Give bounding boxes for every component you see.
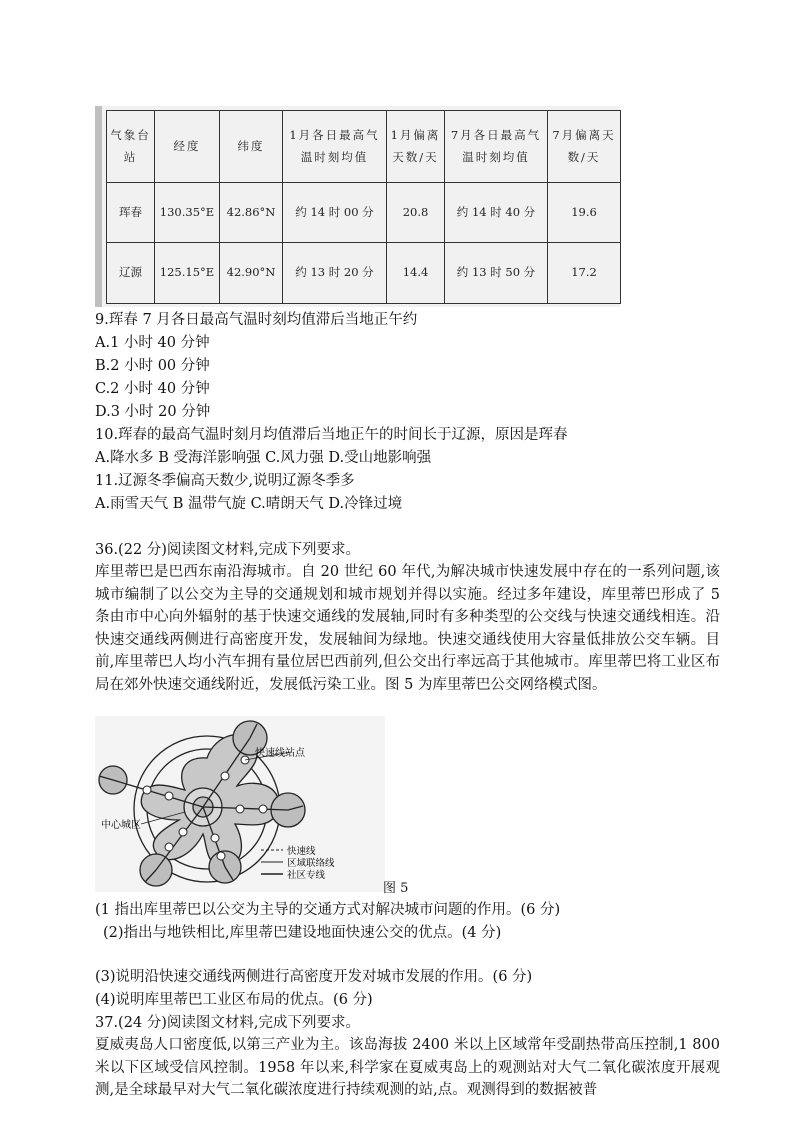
- table-cell: 42.90°N: [220, 243, 283, 304]
- question-36-1: (1 指出库里蒂巴以公交为主导的交通方式对解决城市问题的作用。(6 分): [95, 902, 561, 918]
- table-cell: 130.35°E: [155, 183, 220, 243]
- table-header: 气象台站: [107, 111, 155, 183]
- table-cell: 17.2: [548, 243, 621, 304]
- table-header: 1月偏离天数/天: [387, 111, 445, 183]
- table-cell: 42.86°N: [220, 183, 283, 243]
- table-header: 经度: [155, 111, 220, 183]
- table-cell: 约 14 时 00 分: [283, 183, 387, 243]
- table-cell: 辽源: [107, 243, 155, 304]
- table-header-row: [107, 111, 621, 183]
- table-row: [107, 183, 621, 243]
- question-36-2: (2)指出与地铁相比,库里蒂巴建设地面快速公交的优点。(4 分): [103, 925, 502, 941]
- table-cell: 约 13 时 50 分: [445, 243, 548, 304]
- legend-item: 快速线: [287, 846, 316, 857]
- option-line: A.雨雪天气 B 温带气旋 C.晴朗天气 D.冷锋过境: [95, 496, 403, 512]
- question-36-4: (4)说明库里蒂巴工业区布局的优点。(6 分): [95, 992, 373, 1008]
- legend-item: 区域联络线: [287, 858, 335, 869]
- label-center: 中心城区: [101, 820, 141, 831]
- table-header: 7月各日最高气温时刻均值: [445, 111, 548, 183]
- weather-station-table-image: [95, 106, 620, 307]
- question-37-heading: 37.(24 分)阅读图文材料,完成下列要求。: [95, 1015, 361, 1031]
- question-37-material: 夏威夷岛人口密度低,以第三产业为主。该岛海拔 2400 米以上区域常年受副热带高压控制,1 800 米以下区域受信风控制。1958 年以来,科学家在夏威夷岛上的观测站对大气二氧化碳浓度开展观测,是全球最早对大气二氧化碳浓度进行持续观测的站,点。观测得到的数据被普: [95, 1037, 720, 1098]
- question-36-3: (3)说明沿快速交通线两侧进行高密度开发对城市发展的作用。(6 分): [95, 969, 533, 985]
- bus-network-figure: [95, 716, 385, 892]
- question-36-heading: 36.(22 分)阅读图文材料,完成下列要求。: [95, 542, 361, 558]
- question-11: 11.辽源冬季偏高天数少,说明辽源冬季多: [95, 473, 355, 489]
- table-cell: 125.15°E: [155, 243, 220, 304]
- question-9: 9.珲春 7 月各日最高气温时刻均值滞后当地正午约: [95, 312, 418, 328]
- table-cell: 20.8: [387, 183, 445, 243]
- table-cell: 约 13 时 20 分: [283, 243, 387, 304]
- label-station: 快速线站点: [255, 748, 305, 759]
- table-cell: 约 14 时 40 分: [445, 183, 548, 243]
- option-line: A.1 小时 40 分钟: [95, 335, 210, 351]
- table-header: 7月偏离天数/天: [548, 111, 621, 183]
- table-row: [107, 243, 621, 304]
- bus-network-diagram: [95, 716, 385, 892]
- figure-caption: 图 5: [383, 881, 409, 896]
- weather-station-table: [106, 110, 621, 304]
- legend-item: 社区专线: [287, 870, 326, 881]
- question-36-material: 库里蒂巴是巴西东南沿海城市。自 20 世纪 60 年代,为解决城市快速发展中存在的一系列问题,该城市编制了以公交为主导的交通规划和城市规划并得以实施。经过多年建设，库里蒂巴形成了 5 条由市中心向外辐射的基于快速交通线的发展轴,同时有多种类型的公交线与快速交通线相连。沿快速交通线两侧进行高密度开发，发展轴间为绿地。快速交通线使用大容量低排放公交车辆。目前,库里蒂巴人均小汽车拥有量位居巴西前列,但公交出行率远高于其他城市。库里蒂巴将工业区布局在郊外快速交通线附近，发展低污染工业。图 5 为库里蒂巴公交网络模式图。: [95, 564, 720, 693]
- table-header: 纬度: [220, 111, 283, 183]
- table-cell: 14.4: [387, 243, 445, 304]
- option-line: B.2 小时 00 分钟: [95, 358, 210, 374]
- table-header: 1月各日最高气温时刻均值: [283, 111, 387, 183]
- option-line: D.3 小时 20 分钟: [95, 404, 211, 420]
- question-10: 10.珲春的最高气温时刻月均值滞后当地正午的时间长于辽源，原因是珲春: [95, 427, 568, 443]
- option-line: C.2 小时 40 分钟: [95, 381, 210, 397]
- table-cell: 19.6: [548, 183, 621, 243]
- table-cell: 珲春: [107, 183, 155, 243]
- option-line: A.降水多 B 受海洋影响强 C.风力强 D.受山地影响强: [95, 450, 432, 466]
